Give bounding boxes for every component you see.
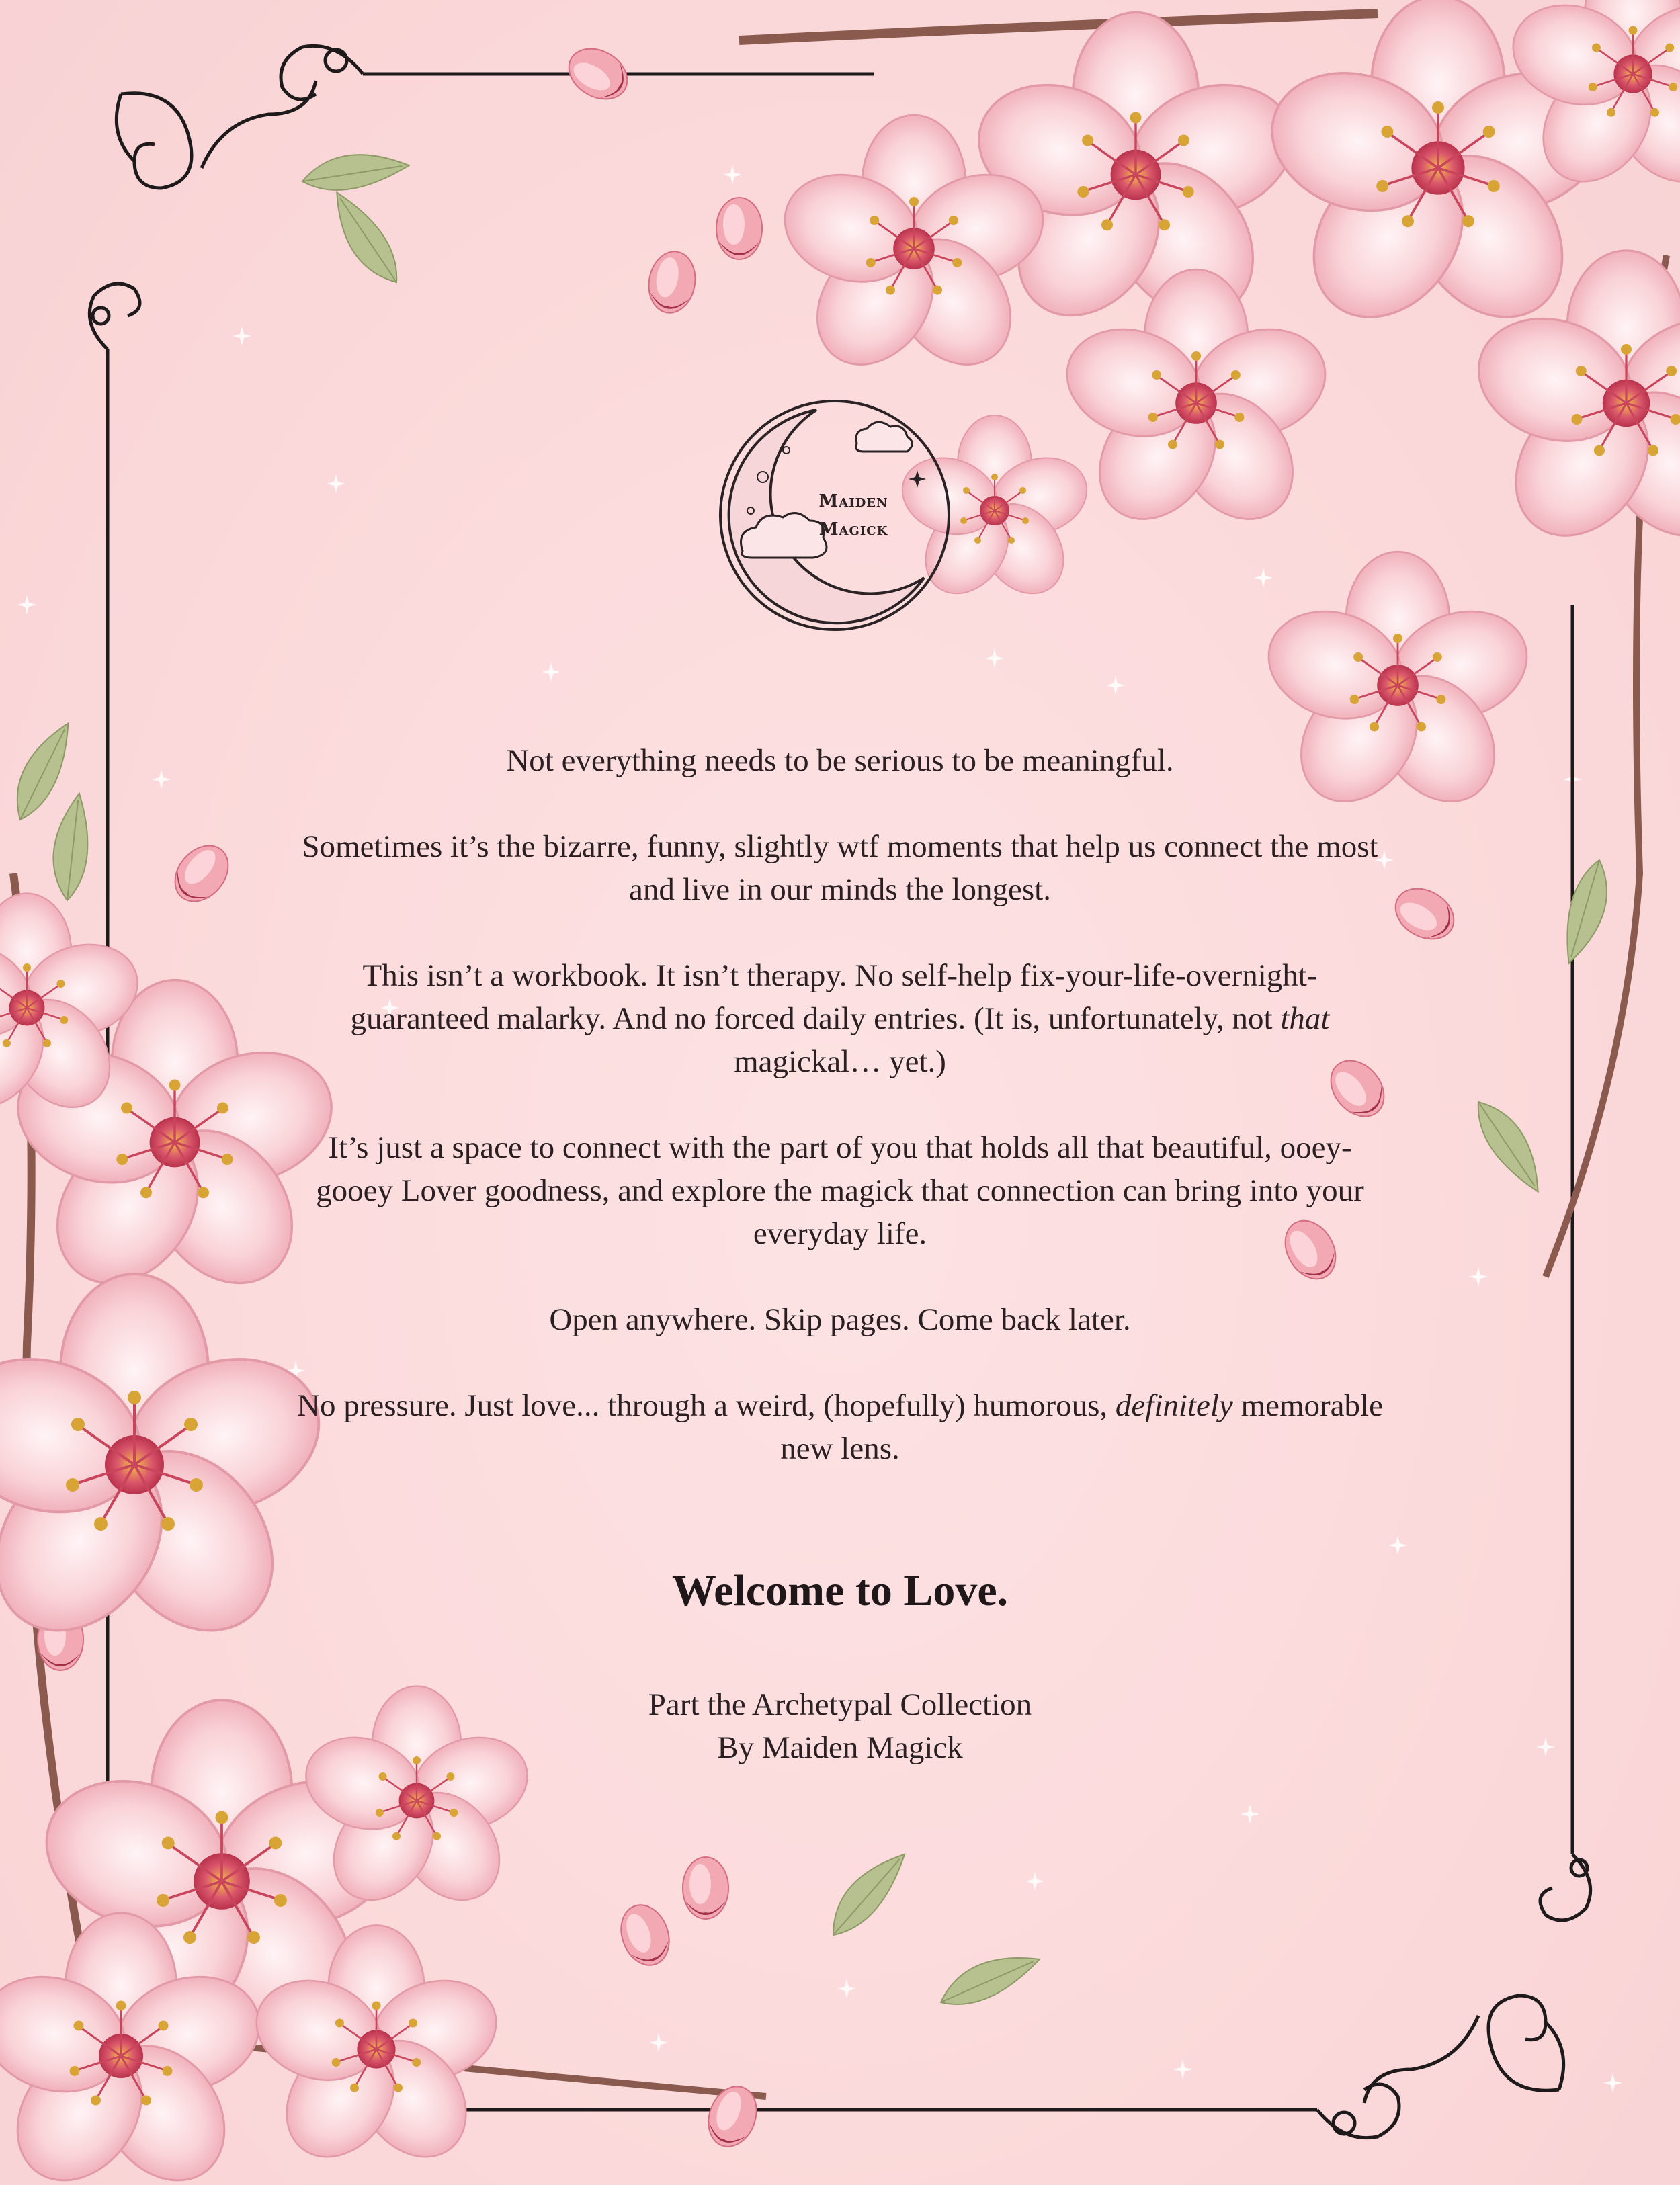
intro-text [296, 739, 1384, 1513]
paragraph-text: magickal… yet.) [734, 1044, 946, 1079]
paragraph-text: Sometimes it’s the bizarre, funny, slightly wtf moments that help us connect the most and live in our minds the longest. [302, 829, 1378, 907]
paragraph-text: Not everything needs to be serious to be meaningful. [506, 743, 1174, 778]
intro-paragraph [296, 1298, 1384, 1341]
welcome-heading: Welcome to Love. [671, 1566, 1009, 1615]
paragraph-text: This isn’t a workbook. It isn’t therapy. No self-help fix-your-life-overnight-guaranteed malarky. And no forced daily entries. (It is, unfortunately, not [350, 958, 1318, 1036]
logo-line-1: Maiden [818, 491, 888, 511]
paragraph-text: memorable new lens. [780, 1388, 1383, 1466]
intro-paragraph [296, 825, 1384, 911]
collection-line: Part the Archetypal Collection [648, 1687, 1032, 1722]
paragraph-text: No pressure. Just love... through a weird, (hopefully) humorous, [297, 1388, 1116, 1423]
intro-paragraph [296, 1384, 1384, 1470]
intro-paragraph [296, 1126, 1384, 1255]
author-line: By Maiden Magick [717, 1730, 963, 1765]
logo-line-2: Magick [818, 519, 888, 540]
paragraph-text: Open anywhere. Skip pages. Come back later. [549, 1302, 1131, 1337]
intro-paragraph [296, 954, 1384, 1083]
emphasis-text: that [1280, 1001, 1330, 1036]
collection-credits [296, 1683, 1384, 1769]
emphasis-text: definitely [1115, 1388, 1233, 1423]
logo-wordmark [786, 487, 921, 544]
intro-paragraph [296, 739, 1384, 782]
paragraph-text: It’s just a space to connect with the part of you that holds all that beautiful, ooey-gooey Lover goodness, and explore the magick that connection can bring into your everyday life. [316, 1130, 1364, 1251]
